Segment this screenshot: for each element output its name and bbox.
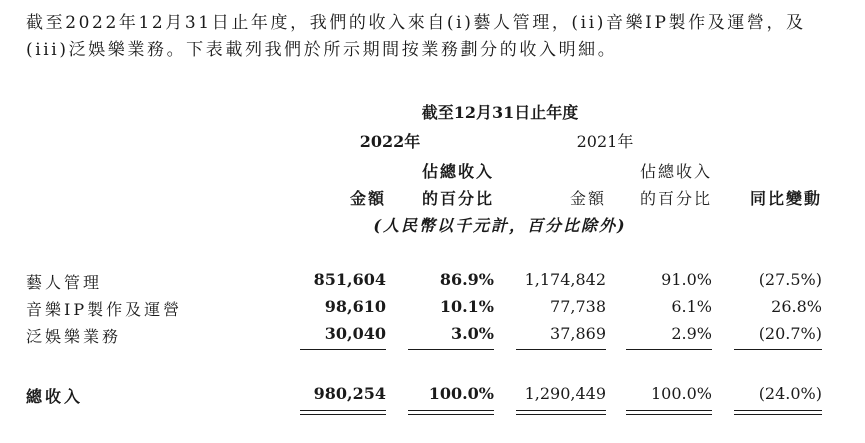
subtotal-rule [734,349,822,350]
row-pan-entertainment-pct-2021: 2.9% [671,324,712,343]
yoy-header: 同比變動 [749,189,822,208]
pct-2021-header-line2: 的百分比 [639,189,712,208]
row-pan-entertainment-amt-2022: 30,040 [324,324,386,343]
subtotal-rule [626,349,712,350]
row-music-ip-yoy: 26.8% [771,297,822,316]
row-music-ip-amt-2022: 98,610 [324,297,386,316]
row-music-ip-pct-2021: 6.1% [671,297,712,316]
row-artist-management-yoy: (27.5%) [758,270,822,289]
row-artist-management-pct-2022: 86.9% [439,270,494,289]
row-music-ip-pct-2022: 10.1% [439,297,494,316]
row-music-ip-amt-2021: 77,738 [550,297,606,316]
row-label-music-ip: 音樂IP製作及運營 [26,300,183,319]
total-double-rule [408,410,494,415]
total-double-rule [734,410,822,415]
period-header: 截至12月31日止年度 [421,103,579,122]
total-pct-2022: 100.0% [428,384,494,403]
total-yoy: (24.0%) [758,384,822,403]
pct-2021-header-line1: 佔總收入 [639,162,712,181]
amount-2022-header: 金額 [349,189,386,208]
row-artist-management-amt-2021: 1,174,842 [524,270,606,289]
total-double-rule [300,410,386,415]
total-double-rule [626,410,712,415]
row-artist-management-pct-2021: 91.0% [661,270,712,289]
subtotal-rule [408,349,494,350]
total-label: 總收入 [26,387,84,406]
pct-2022-header-line2: 的百分比 [421,189,494,208]
row-label-artist-management: 藝人管理 [26,273,103,292]
subtotal-rule [300,349,386,350]
year-2022-header: 2022年 [359,132,421,151]
row-pan-entertainment-pct-2022: 3.0% [450,324,494,343]
intro-paragraph: 截至2022年12月31日止年度，我們的收入來自(i)藝人管理，(ii)音樂IP製作及運營，及(iii)泛娛樂業務。下表載列我們於所示期間按業務劃分的收入明細。 [26,13,806,60]
total-double-rule [516,410,606,415]
year-2021-header: 2021年 [576,132,634,151]
row-pan-entertainment-amt-2021: 37,869 [550,324,606,343]
row-label-pan-entertainment: 泛娛樂業務 [26,327,122,346]
total-amt-2022: 980,254 [313,384,386,403]
pct-2022-header-line1: 佔總收入 [421,162,494,181]
row-pan-entertainment-yoy: (20.7%) [758,324,822,343]
subtotal-rule [516,349,606,350]
units-note: (人民幣以千元計，百分比除外) [373,216,627,235]
amount-2021-header: 金額 [569,189,606,208]
row-artist-management-amt-2022: 851,604 [313,270,386,289]
total-pct-2021: 100.0% [650,384,712,403]
total-amt-2021: 1,290,449 [524,384,606,403]
